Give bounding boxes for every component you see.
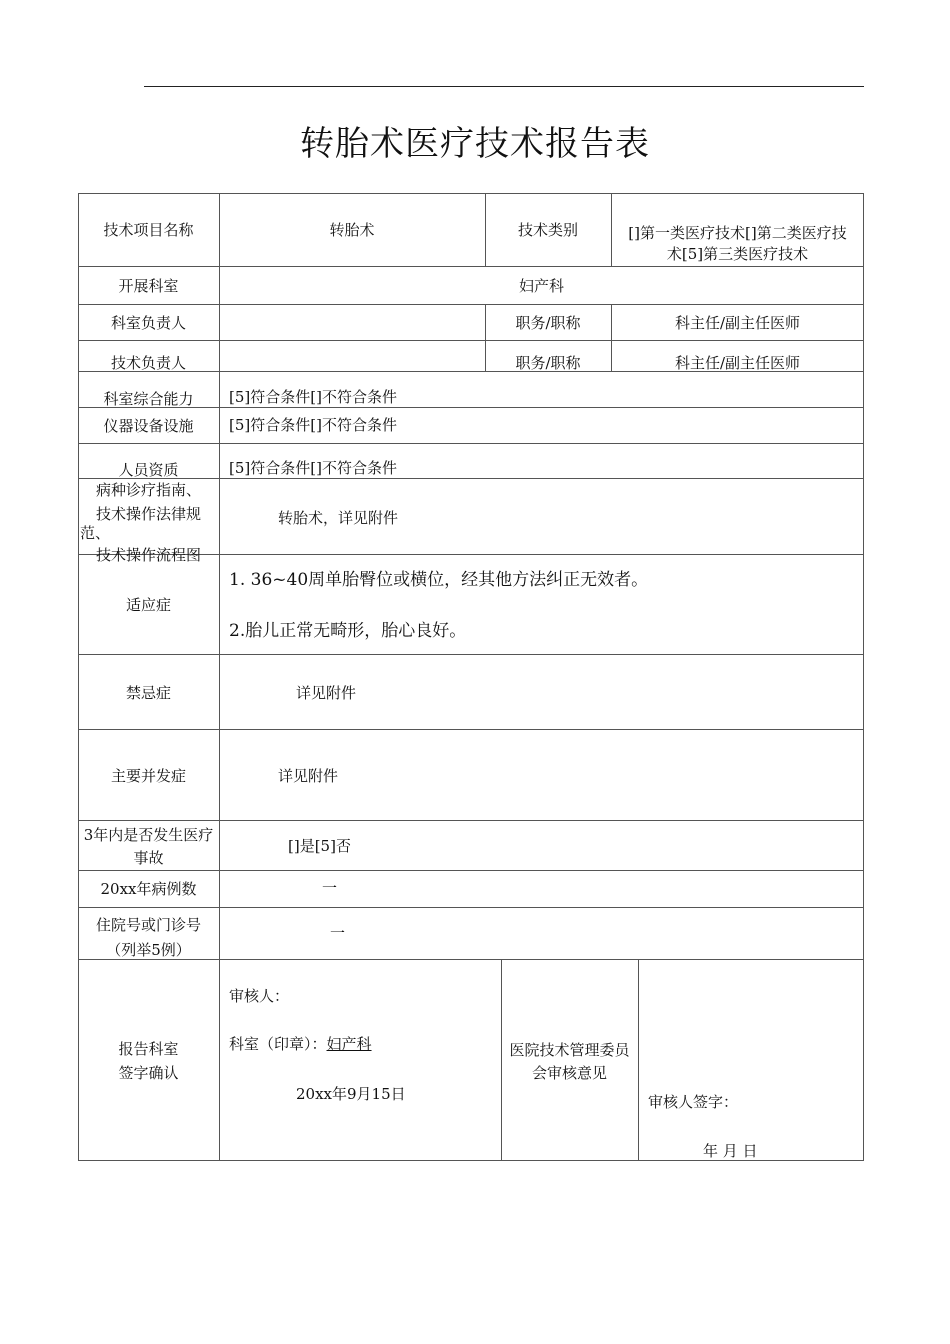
project-name-label: 技术项目名称 xyxy=(103,221,194,239)
row-divider xyxy=(78,820,864,821)
accident-value: []是[5]否 xyxy=(288,837,351,855)
position-value: 科主任/副主任医师 xyxy=(674,354,801,372)
row-divider xyxy=(78,443,864,444)
category-label: 技术类别 xyxy=(517,221,578,239)
column-divider xyxy=(638,959,639,1161)
report-date: 20xx年9月15日 xyxy=(296,1085,406,1103)
signature-label: 审核人签字： xyxy=(648,1093,739,1111)
position-label: 职务/职称 xyxy=(515,354,581,372)
row-divider xyxy=(78,729,864,730)
ability-value: [5]符合条件[]不符合条件 xyxy=(229,388,397,406)
page-title: 转胎术医疗技术报告表 xyxy=(300,124,650,164)
row-divider xyxy=(78,304,864,305)
tech-head-label: 技术负责人 xyxy=(110,354,186,372)
guide-label-line3: 范、 xyxy=(80,524,111,542)
guide-label-line4: 技术操作流程图 xyxy=(95,546,201,564)
committee-label-line1: 医院技术管理委员 xyxy=(509,1041,630,1059)
contra-label: 禁忌症 xyxy=(125,684,171,702)
staff-value: [5]符合条件[]不符合条件 xyxy=(229,459,397,477)
hospital-no-label-line2: （列举5例） xyxy=(106,941,191,959)
project-name-value: 转胎术 xyxy=(329,221,375,239)
staff-label: 人员资质 xyxy=(118,461,179,479)
accident-label-line1: 3年内是否发生医疗 xyxy=(83,826,214,844)
ability-label: 科室综合能力 xyxy=(103,390,194,408)
position-label: 职务/职称 xyxy=(515,314,581,332)
indication-label: 适应症 xyxy=(125,596,171,614)
dept-label: 开展科室 xyxy=(118,277,179,295)
report-table xyxy=(78,193,864,1161)
confirm-label-line2: 签字确认 xyxy=(118,1064,179,1082)
committee-label-line2: 会审核意见 xyxy=(531,1064,607,1082)
dept-value: 妇产科 xyxy=(518,277,564,295)
guide-label-line2: 技术操作法律规 xyxy=(95,505,201,523)
contra-value: 详见附件 xyxy=(296,684,357,702)
confirm-label-line1: 报告科室 xyxy=(118,1040,179,1058)
hospital-no-value: 一 xyxy=(330,924,346,942)
seal-dept: 妇产科 xyxy=(326,1035,372,1053)
equipment-label: 仪器设备设施 xyxy=(103,417,194,435)
row-divider xyxy=(78,654,864,655)
column-divider xyxy=(219,193,220,1161)
row-divider xyxy=(78,340,864,341)
header-rule xyxy=(144,86,864,87)
cases-label: 20xx年病例数 xyxy=(100,880,197,898)
guide-label-line1: 病种诊疗指南、 xyxy=(95,481,201,499)
hospital-no-label-line1: 住院号或门诊号 xyxy=(95,916,201,934)
seal-label: 科室（印章）： xyxy=(229,1035,327,1053)
cases-value: 一 xyxy=(322,879,338,897)
row-divider xyxy=(78,907,864,908)
category-value-line2: 术[5]第三类医疗技术 xyxy=(666,245,809,263)
category-value-line1: []第一类医疗技术[]第二类医疗技 xyxy=(628,224,847,242)
date-placeholder: 年 月 日 xyxy=(703,1142,758,1160)
indication-item-2: 2.胎儿正常无畸形，胎心良好。 xyxy=(229,621,467,641)
complication-value: 详见附件 xyxy=(278,767,339,785)
position-value: 科主任/副主任医师 xyxy=(674,314,801,332)
guide-value: 转胎术，详见附件 xyxy=(278,509,399,527)
indication-item-1: 1. 36~40周单胎臀位或横位，经其他方法纠正无效者。 xyxy=(229,570,649,590)
guide-label xyxy=(78,479,219,564)
reviewer-label: 审核人： xyxy=(229,987,290,1005)
complication-label: 主要并发症 xyxy=(110,767,186,785)
equipment-value: [5]符合条件[]不符合条件 xyxy=(229,416,397,434)
accident-label-line2: 事故 xyxy=(133,849,164,867)
row-divider xyxy=(78,266,864,267)
seal-line xyxy=(229,1033,372,1055)
dept-head-label: 科室负责人 xyxy=(110,314,186,332)
row-divider xyxy=(78,870,864,871)
